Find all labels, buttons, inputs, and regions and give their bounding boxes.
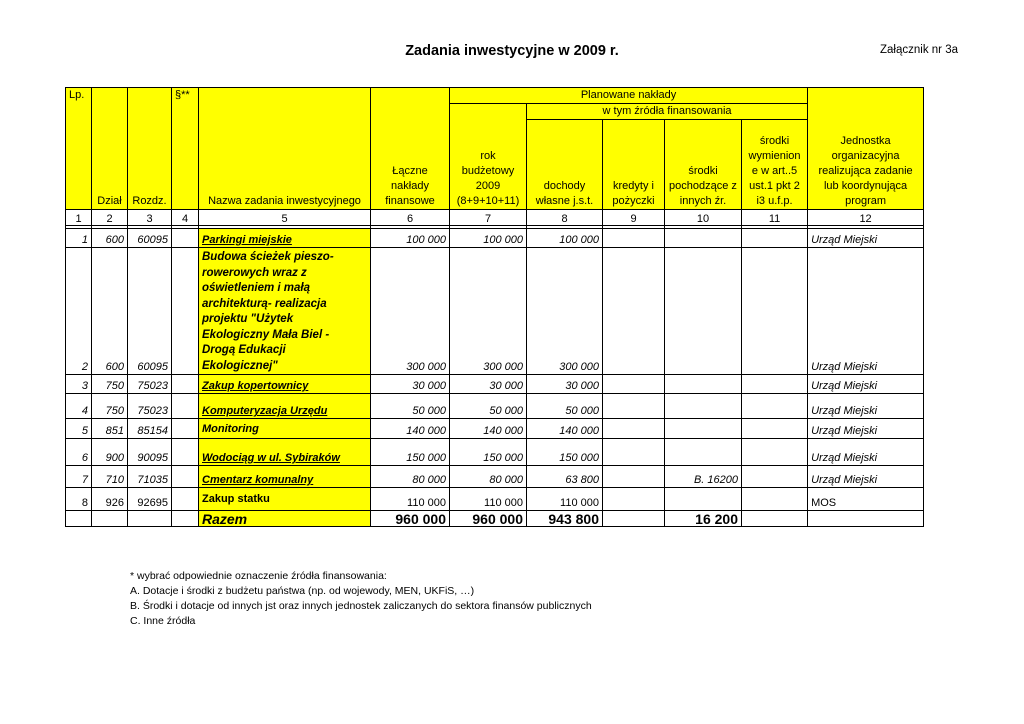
footnote-line: * wybrać odpowiednie oznaczenie źródła finansowania:	[130, 570, 387, 582]
cell-jednostka: Urząd Miejski	[808, 375, 924, 394]
cell-dzial: 750	[92, 375, 128, 394]
cell-kredyty	[603, 394, 665, 419]
colnum-6: 6	[371, 210, 450, 226]
cell-nazwa: Parkingi miejskie	[199, 229, 371, 248]
cell-rozdz: 71035	[128, 466, 172, 488]
table-row	[66, 439, 924, 466]
cell-laczne: 300 000	[371, 248, 450, 375]
annex-label: Załącznik nr 3a	[880, 44, 958, 56]
cell-lp: 6	[66, 439, 92, 466]
cell-laczne: 140 000	[371, 419, 450, 439]
header-dochody: dochody własne j.s.t.	[527, 120, 603, 210]
cell-dochody: 50 000	[527, 394, 603, 419]
cell-jednostka: Urząd Miejski	[808, 229, 924, 248]
cell-par	[172, 439, 199, 466]
total-label: Razem	[199, 511, 371, 527]
header-rok: rok budżetowy 2009 (8+9+10+11)	[450, 104, 527, 210]
cell-wym	[742, 488, 808, 511]
page-title: Zadania inwestycyjne w 2009 r.	[405, 43, 619, 59]
cell-wym	[742, 394, 808, 419]
cell-rozdz: 85154	[128, 419, 172, 439]
cell-kredyty	[603, 229, 665, 248]
total-wym	[742, 511, 808, 527]
table-row	[66, 394, 924, 419]
cell-nazwa: Zakup kopertownicy	[199, 375, 371, 394]
cell-rozdz: 60095	[128, 229, 172, 248]
header-planowane: Planowane nakłady	[450, 88, 808, 104]
cell-par	[172, 394, 199, 419]
cell-inne	[665, 488, 742, 511]
total-dochody: 943 800	[527, 511, 603, 527]
cell-nazwa: Komputeryzacja Urzędu	[199, 394, 371, 419]
cell-inne	[665, 419, 742, 439]
cell-jednostka: Urząd Miejski	[808, 419, 924, 439]
cell-nazwa: Wodociąg w ul. Sybiraków	[199, 439, 371, 466]
cell-inne	[665, 248, 742, 375]
footnote-line: A. Dotacje i środki z budżetu państwa (np. od wojewody, MEN, UKFiS, …)	[130, 585, 475, 597]
cell-inne	[665, 439, 742, 466]
cell-dochody: 30 000	[527, 375, 603, 394]
cell-rozdz: 75023	[128, 394, 172, 419]
colnum-3: 3	[128, 210, 172, 226]
total-jednostka	[808, 511, 924, 527]
cell-rozdz: 75023	[128, 375, 172, 394]
cell-wym	[742, 466, 808, 488]
cell-dzial: 750	[92, 394, 128, 419]
cell-lp: 7	[66, 466, 92, 488]
cell-kredyty	[603, 439, 665, 466]
cell-wym	[742, 419, 808, 439]
cell-rok: 150 000	[450, 439, 527, 466]
table-row	[66, 466, 924, 488]
cell-nazwa: Zakup statku	[199, 488, 371, 511]
cell-rok: 110 000	[450, 488, 527, 511]
cell-laczne: 100 000	[371, 229, 450, 248]
cell-rok: 300 000	[450, 248, 527, 375]
cell-laczne: 150 000	[371, 439, 450, 466]
cell-dochody: 110 000	[527, 488, 603, 511]
cell-par	[172, 248, 199, 375]
cell-lp: 1	[66, 229, 92, 248]
cell-wym	[742, 248, 808, 375]
total-rok: 960 000	[450, 511, 527, 527]
colnum-10: 10	[665, 210, 742, 226]
cell-dochody: 100 000	[527, 229, 603, 248]
footnote-line: C. Inne źródła	[130, 615, 196, 627]
cell-rok: 30 000	[450, 375, 527, 394]
cell-par	[172, 466, 199, 488]
total-kredyty	[603, 511, 665, 527]
cell-wym	[742, 439, 808, 466]
cell-rozdz: 92695	[128, 488, 172, 511]
cell-laczne: 110 000	[371, 488, 450, 511]
cell-wym	[742, 229, 808, 248]
cell-nazwa: Budowa ścieżek pieszo-rowerowych wraz z oświetleniem i małą architekturą- realizacja projektu "Użytek Ekologiczny Mała Biel - Drogą Edukacji Ekologicznej"	[199, 248, 371, 375]
cell-rok: 100 000	[450, 229, 527, 248]
cell-rok: 140 000	[450, 419, 527, 439]
cell-rok: 50 000	[450, 394, 527, 419]
colnum-9: 9	[603, 210, 665, 226]
colnum-4: 4	[172, 210, 199, 226]
cell-lp: 2	[66, 248, 92, 375]
cell-kredyty	[603, 419, 665, 439]
cell-laczne: 30 000	[371, 375, 450, 394]
footnote-line: B. Środki i dotacje od innych jst oraz innych jednostek zaliczanych do sektora finansów publicznych	[130, 600, 592, 612]
header-paragraph: §**	[172, 88, 199, 210]
cell-lp: 4	[66, 394, 92, 419]
header-nazwa: Nazwa zadania inwestycyjnego	[199, 88, 371, 210]
cell-jednostka: Urząd Miejski	[808, 248, 924, 375]
cell-rozdz: 60095	[128, 248, 172, 375]
table-row	[66, 375, 924, 394]
cell-dzial: 600	[92, 229, 128, 248]
colnum-2: 2	[92, 210, 128, 226]
cell-kredyty	[603, 466, 665, 488]
cell-lp: 5	[66, 419, 92, 439]
total-laczne: 960 000	[371, 511, 450, 527]
colnum-5: 5	[199, 210, 371, 226]
cell-par	[172, 375, 199, 394]
colnum-11: 11	[742, 210, 808, 226]
cell-dochody: 140 000	[527, 419, 603, 439]
cell-dzial: 851	[92, 419, 128, 439]
cell-par	[172, 488, 199, 511]
cell-nazwa: Cmentarz komunalny	[199, 466, 371, 488]
cell-inne: B. 16200	[665, 466, 742, 488]
cell-lp: 3	[66, 375, 92, 394]
cell-jednostka: Urząd Miejski	[808, 394, 924, 419]
cell-dzial: 900	[92, 439, 128, 466]
table-row	[66, 229, 924, 248]
cell-laczne: 50 000	[371, 394, 450, 419]
cell-inne	[665, 229, 742, 248]
colnum-8: 8	[527, 210, 603, 226]
cell-dochody: 300 000	[527, 248, 603, 375]
footnotes	[130, 569, 592, 629]
investment-table	[65, 87, 924, 527]
cell-wym	[742, 375, 808, 394]
header-dzial: Dział	[92, 88, 128, 210]
cell-kredyty	[603, 488, 665, 511]
cell-jednostka: MOS	[808, 488, 924, 511]
cell-par	[172, 229, 199, 248]
table-row	[66, 248, 924, 375]
cell-inne	[665, 375, 742, 394]
cell-lp: 8	[66, 488, 92, 511]
cell-dzial: 710	[92, 466, 128, 488]
cell-dochody: 63 800	[527, 466, 603, 488]
header-jednostka: Jednostka organizacyjna realizująca zadanie lub koordynująca program	[808, 88, 924, 210]
cell-laczne: 80 000	[371, 466, 450, 488]
cell-dzial: 926	[92, 488, 128, 511]
header-rozdz: Rozdz.	[128, 88, 172, 210]
header-srodki-wym: środki wymienion e w art..5 ust.1 pkt 2 i3 u.f.p.	[742, 120, 808, 210]
colnum-12: 12	[808, 210, 924, 226]
cell-rok: 80 000	[450, 466, 527, 488]
cell-dochody: 150 000	[527, 439, 603, 466]
header-laczne: Łączne nakłady finansowe	[371, 88, 450, 210]
header-lp: Lp.	[66, 88, 92, 210]
colnum-1: 1	[66, 210, 92, 226]
cell-inne	[665, 394, 742, 419]
cell-rozdz: 90095	[128, 439, 172, 466]
header-srodki-inne: środki pochodzące z innych źr.	[665, 120, 742, 210]
header-kredyty: kredyty i pożyczki	[603, 120, 665, 210]
header-w-tym: w tym źródła finansowania	[527, 104, 808, 120]
cell-jednostka: Urząd Miejski	[808, 466, 924, 488]
cell-dzial: 600	[92, 248, 128, 375]
colnum-7: 7	[450, 210, 527, 226]
total-inne: 16 200	[665, 511, 742, 527]
cell-kredyty	[603, 375, 665, 394]
cell-par	[172, 419, 199, 439]
cell-kredyty	[603, 248, 665, 375]
total-row	[66, 511, 924, 527]
cell-jednostka: Urząd Miejski	[808, 439, 924, 466]
table-row	[66, 488, 924, 511]
cell-nazwa: Monitoring	[199, 419, 371, 439]
table-row	[66, 419, 924, 439]
